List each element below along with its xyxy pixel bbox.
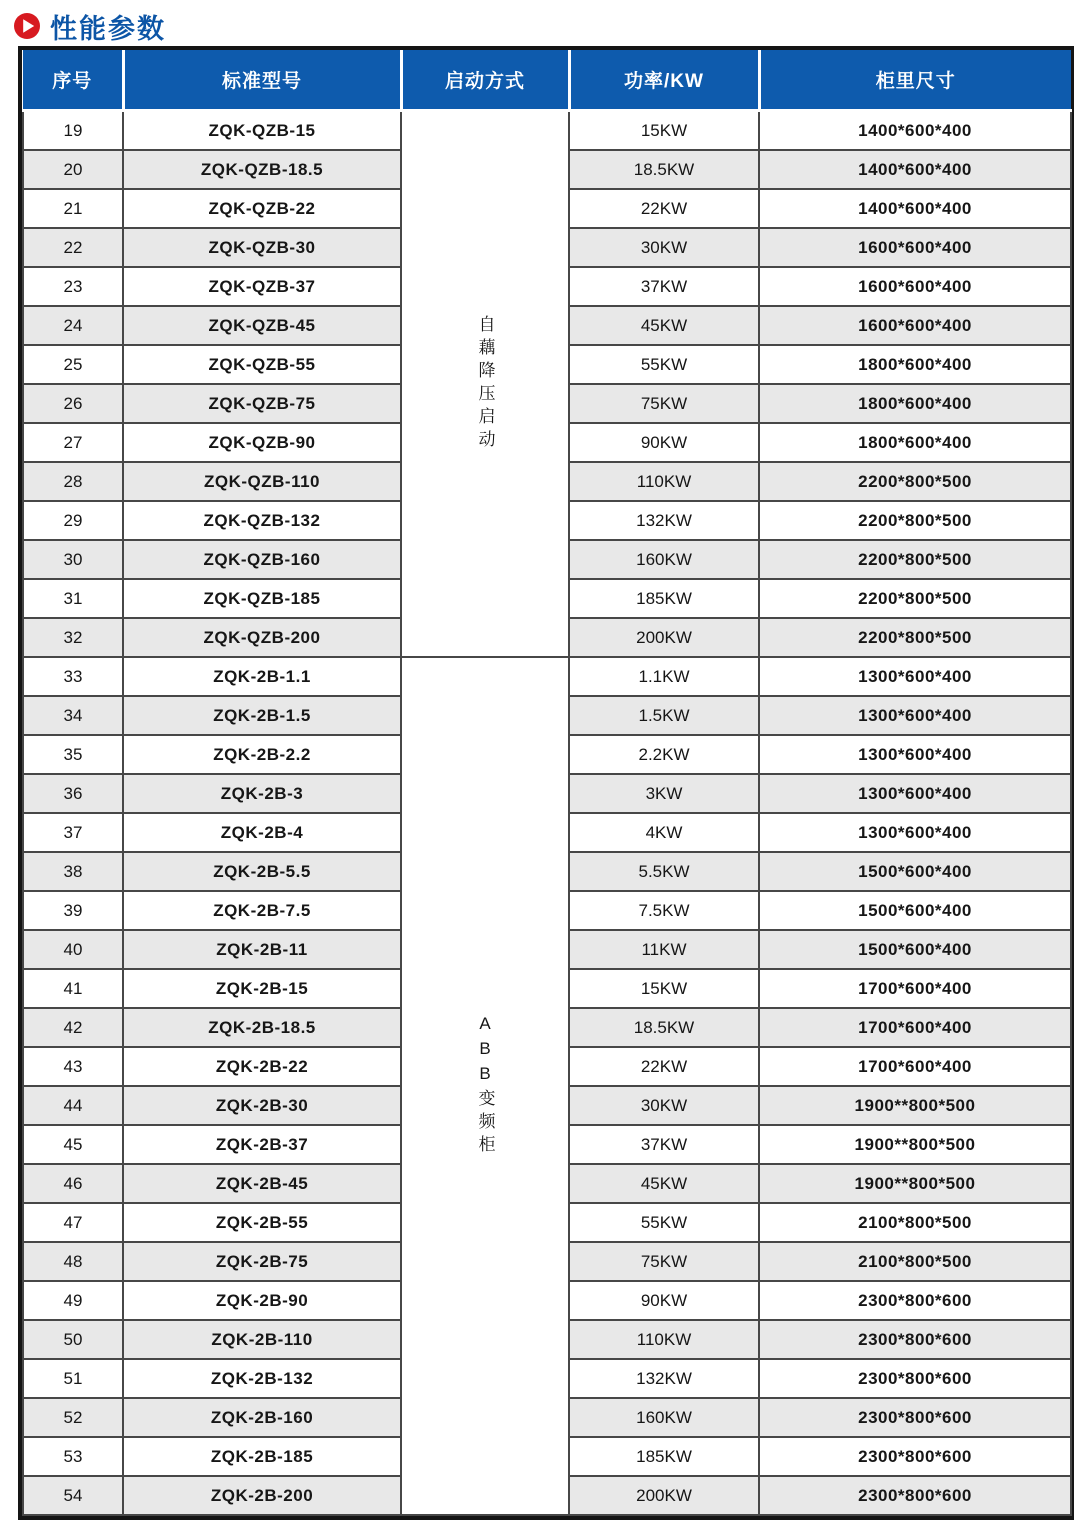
cell-model: ZQK-QZB-30: [123, 228, 401, 267]
performance-table: [22, 50, 1072, 1516]
cell-seq: 50: [23, 1320, 123, 1359]
cell-size: 2100*800*500: [759, 1242, 1071, 1281]
cell-size: 2200*800*500: [759, 540, 1071, 579]
table-row: [23, 111, 1071, 151]
cell-model: ZQK-QZB-22: [123, 189, 401, 228]
cell-seq: 54: [23, 1476, 123, 1515]
cell-size: 1700*600*400: [759, 969, 1071, 1008]
cell-power: 75KW: [569, 1242, 759, 1281]
cell-seq: 23: [23, 267, 123, 306]
cell-size: 2300*800*600: [759, 1281, 1071, 1320]
cell-model: ZQK-2B-2.2: [123, 735, 401, 774]
cell-size: 2200*800*500: [759, 618, 1071, 657]
cell-seq: 38: [23, 852, 123, 891]
cell-size: 1300*600*400: [759, 696, 1071, 735]
cell-size: 1500*600*400: [759, 891, 1071, 930]
cell-model: ZQK-2B-4: [123, 813, 401, 852]
cell-model: ZQK-2B-7.5: [123, 891, 401, 930]
cell-model: ZQK-QZB-110: [123, 462, 401, 501]
page-title: 性能参数: [50, 13, 166, 44]
cell-size: 1800*600*400: [759, 384, 1071, 423]
cell-size: 1800*600*400: [759, 423, 1071, 462]
cell-power: 11KW: [569, 930, 759, 969]
section-title-bar: [0, 0, 1082, 45]
cell-size: 1600*600*400: [759, 267, 1071, 306]
cell-power: 22KW: [569, 1047, 759, 1086]
cell-size: 2100*800*500: [759, 1203, 1071, 1242]
cell-size: 2200*800*500: [759, 462, 1071, 501]
cell-model: ZQK-2B-55: [123, 1203, 401, 1242]
cell-seq: 33: [23, 657, 123, 696]
cell-power: 5.5KW: [569, 852, 759, 891]
cell-size: 1800*600*400: [759, 345, 1071, 384]
cell-seq: 41: [23, 969, 123, 1008]
cell-size: 1500*600*400: [759, 930, 1071, 969]
cell-model: ZQK-2B-1.1: [123, 657, 401, 696]
cell-size: 1900**800*500: [759, 1125, 1071, 1164]
cell-model: ZQK-2B-15: [123, 969, 401, 1008]
header-seq: 序号: [23, 50, 123, 111]
cell-size: 2300*800*600: [759, 1359, 1071, 1398]
cell-model: ZQK-2B-37: [123, 1125, 401, 1164]
cell-power: 75KW: [569, 384, 759, 423]
cell-model: ZQK-2B-30: [123, 1086, 401, 1125]
cell-model: ZQK-2B-132: [123, 1359, 401, 1398]
table-row: [23, 657, 1071, 696]
cell-power: 37KW: [569, 1125, 759, 1164]
cell-power: 200KW: [569, 618, 759, 657]
cell-size: 1600*600*400: [759, 306, 1071, 345]
cell-power: 1.1KW: [569, 657, 759, 696]
cell-model: ZQK-QZB-185: [123, 579, 401, 618]
cell-power: 15KW: [569, 969, 759, 1008]
cell-seq: 22: [23, 228, 123, 267]
cell-model: ZQK-2B-5.5: [123, 852, 401, 891]
cell-power: 185KW: [569, 579, 759, 618]
table-body: [23, 111, 1071, 1516]
cell-seq: 43: [23, 1047, 123, 1086]
cell-seq: 52: [23, 1398, 123, 1437]
cell-model: ZQK-2B-18.5: [123, 1008, 401, 1047]
cell-seq: 19: [23, 111, 123, 151]
cell-size: 1300*600*400: [759, 657, 1071, 696]
cell-seq: 29: [23, 501, 123, 540]
cell-power: 160KW: [569, 540, 759, 579]
cell-model: ZQK-QZB-132: [123, 501, 401, 540]
cell-seq: 30: [23, 540, 123, 579]
cell-power: 45KW: [569, 1164, 759, 1203]
cell-size: 1700*600*400: [759, 1047, 1071, 1086]
cell-power: 110KW: [569, 1320, 759, 1359]
cell-model: ZQK-2B-75: [123, 1242, 401, 1281]
cell-seq: 45: [23, 1125, 123, 1164]
header-size: 柜里尺寸: [759, 50, 1071, 111]
cell-model: ZQK-2B-200: [123, 1476, 401, 1515]
cell-seq: 48: [23, 1242, 123, 1281]
cell-power: 37KW: [569, 267, 759, 306]
cell-model: ZQK-QZB-200: [123, 618, 401, 657]
cell-seq: 35: [23, 735, 123, 774]
cell-model: ZQK-QZB-45: [123, 306, 401, 345]
cell-power: 2.2KW: [569, 735, 759, 774]
cell-start-method: ABB变频柜: [401, 657, 569, 1515]
cell-model: ZQK-2B-160: [123, 1398, 401, 1437]
cell-power: 90KW: [569, 423, 759, 462]
cell-power: 3KW: [569, 774, 759, 813]
cell-seq: 34: [23, 696, 123, 735]
cell-size: 1300*600*400: [759, 813, 1071, 852]
cell-power: 200KW: [569, 1476, 759, 1515]
cell-power: 55KW: [569, 1203, 759, 1242]
cell-seq: 44: [23, 1086, 123, 1125]
header-model: 标准型号: [123, 50, 401, 111]
cell-size: 2300*800*600: [759, 1476, 1071, 1515]
cell-seq: 49: [23, 1281, 123, 1320]
cell-power: 22KW: [569, 189, 759, 228]
cell-seq: 53: [23, 1437, 123, 1476]
cell-size: 1900**800*500: [759, 1164, 1071, 1203]
cell-model: ZQK-QZB-55: [123, 345, 401, 384]
cell-power: 132KW: [569, 1359, 759, 1398]
cell-seq: 39: [23, 891, 123, 930]
cell-model: ZQK-QZB-90: [123, 423, 401, 462]
play-circle-icon: [13, 12, 41, 40]
cell-size: 2200*800*500: [759, 579, 1071, 618]
cell-seq: 20: [23, 150, 123, 189]
cell-size: 1700*600*400: [759, 1008, 1071, 1047]
cell-seq: 32: [23, 618, 123, 657]
cell-model: ZQK-2B-90: [123, 1281, 401, 1320]
cell-model: ZQK-2B-22: [123, 1047, 401, 1086]
cell-power: 4KW: [569, 813, 759, 852]
cell-seq: 26: [23, 384, 123, 423]
performance-table-wrapper: [18, 46, 1074, 1520]
cell-size: 1900**800*500: [759, 1086, 1071, 1125]
cell-model: ZQK-QZB-15: [123, 111, 401, 151]
cell-power: 18.5KW: [569, 1008, 759, 1047]
cell-size: 2200*800*500: [759, 501, 1071, 540]
cell-power: 30KW: [569, 228, 759, 267]
cell-size: 1300*600*400: [759, 735, 1071, 774]
cell-seq: 27: [23, 423, 123, 462]
cell-size: 2300*800*600: [759, 1320, 1071, 1359]
cell-model: ZQK-2B-1.5: [123, 696, 401, 735]
cell-size: 2300*800*600: [759, 1398, 1071, 1437]
cell-seq: 28: [23, 462, 123, 501]
header-power: 功率/KW: [569, 50, 759, 111]
cell-seq: 37: [23, 813, 123, 852]
cell-power: 15KW: [569, 111, 759, 151]
cell-seq: 51: [23, 1359, 123, 1398]
cell-power: 18.5KW: [569, 150, 759, 189]
cell-start-method: 自藕降压启动: [401, 111, 569, 658]
cell-power: 55KW: [569, 345, 759, 384]
cell-model: ZQK-2B-3: [123, 774, 401, 813]
cell-model: ZQK-2B-110: [123, 1320, 401, 1359]
cell-model: ZQK-QZB-75: [123, 384, 401, 423]
cell-seq: 31: [23, 579, 123, 618]
cell-size: 1300*600*400: [759, 774, 1071, 813]
cell-power: 132KW: [569, 501, 759, 540]
cell-model: ZQK-QZB-18.5: [123, 150, 401, 189]
cell-model: ZQK-2B-11: [123, 930, 401, 969]
cell-power: 185KW: [569, 1437, 759, 1476]
cell-power: 90KW: [569, 1281, 759, 1320]
cell-size: 1400*600*400: [759, 111, 1071, 151]
cell-power: 160KW: [569, 1398, 759, 1437]
cell-size: 1400*600*400: [759, 189, 1071, 228]
cell-model: ZQK-2B-185: [123, 1437, 401, 1476]
cell-size: 2300*800*600: [759, 1437, 1071, 1476]
cell-power: 1.5KW: [569, 696, 759, 735]
cell-power: 110KW: [569, 462, 759, 501]
header-start-method: 启动方式: [401, 50, 569, 111]
cell-model: ZQK-2B-45: [123, 1164, 401, 1203]
table-header: [23, 50, 1071, 111]
cell-seq: 36: [23, 774, 123, 813]
cell-power: 45KW: [569, 306, 759, 345]
header-row: [23, 50, 1071, 111]
cell-seq: 47: [23, 1203, 123, 1242]
cell-size: 1400*600*400: [759, 150, 1071, 189]
cell-model: ZQK-QZB-37: [123, 267, 401, 306]
cell-seq: 24: [23, 306, 123, 345]
cell-size: 1500*600*400: [759, 852, 1071, 891]
cell-seq: 46: [23, 1164, 123, 1203]
cell-size: 1600*600*400: [759, 228, 1071, 267]
cell-seq: 40: [23, 930, 123, 969]
cell-seq: 21: [23, 189, 123, 228]
cell-model: ZQK-QZB-160: [123, 540, 401, 579]
cell-seq: 25: [23, 345, 123, 384]
cell-power: 7.5KW: [569, 891, 759, 930]
cell-power: 30KW: [569, 1086, 759, 1125]
cell-seq: 42: [23, 1008, 123, 1047]
